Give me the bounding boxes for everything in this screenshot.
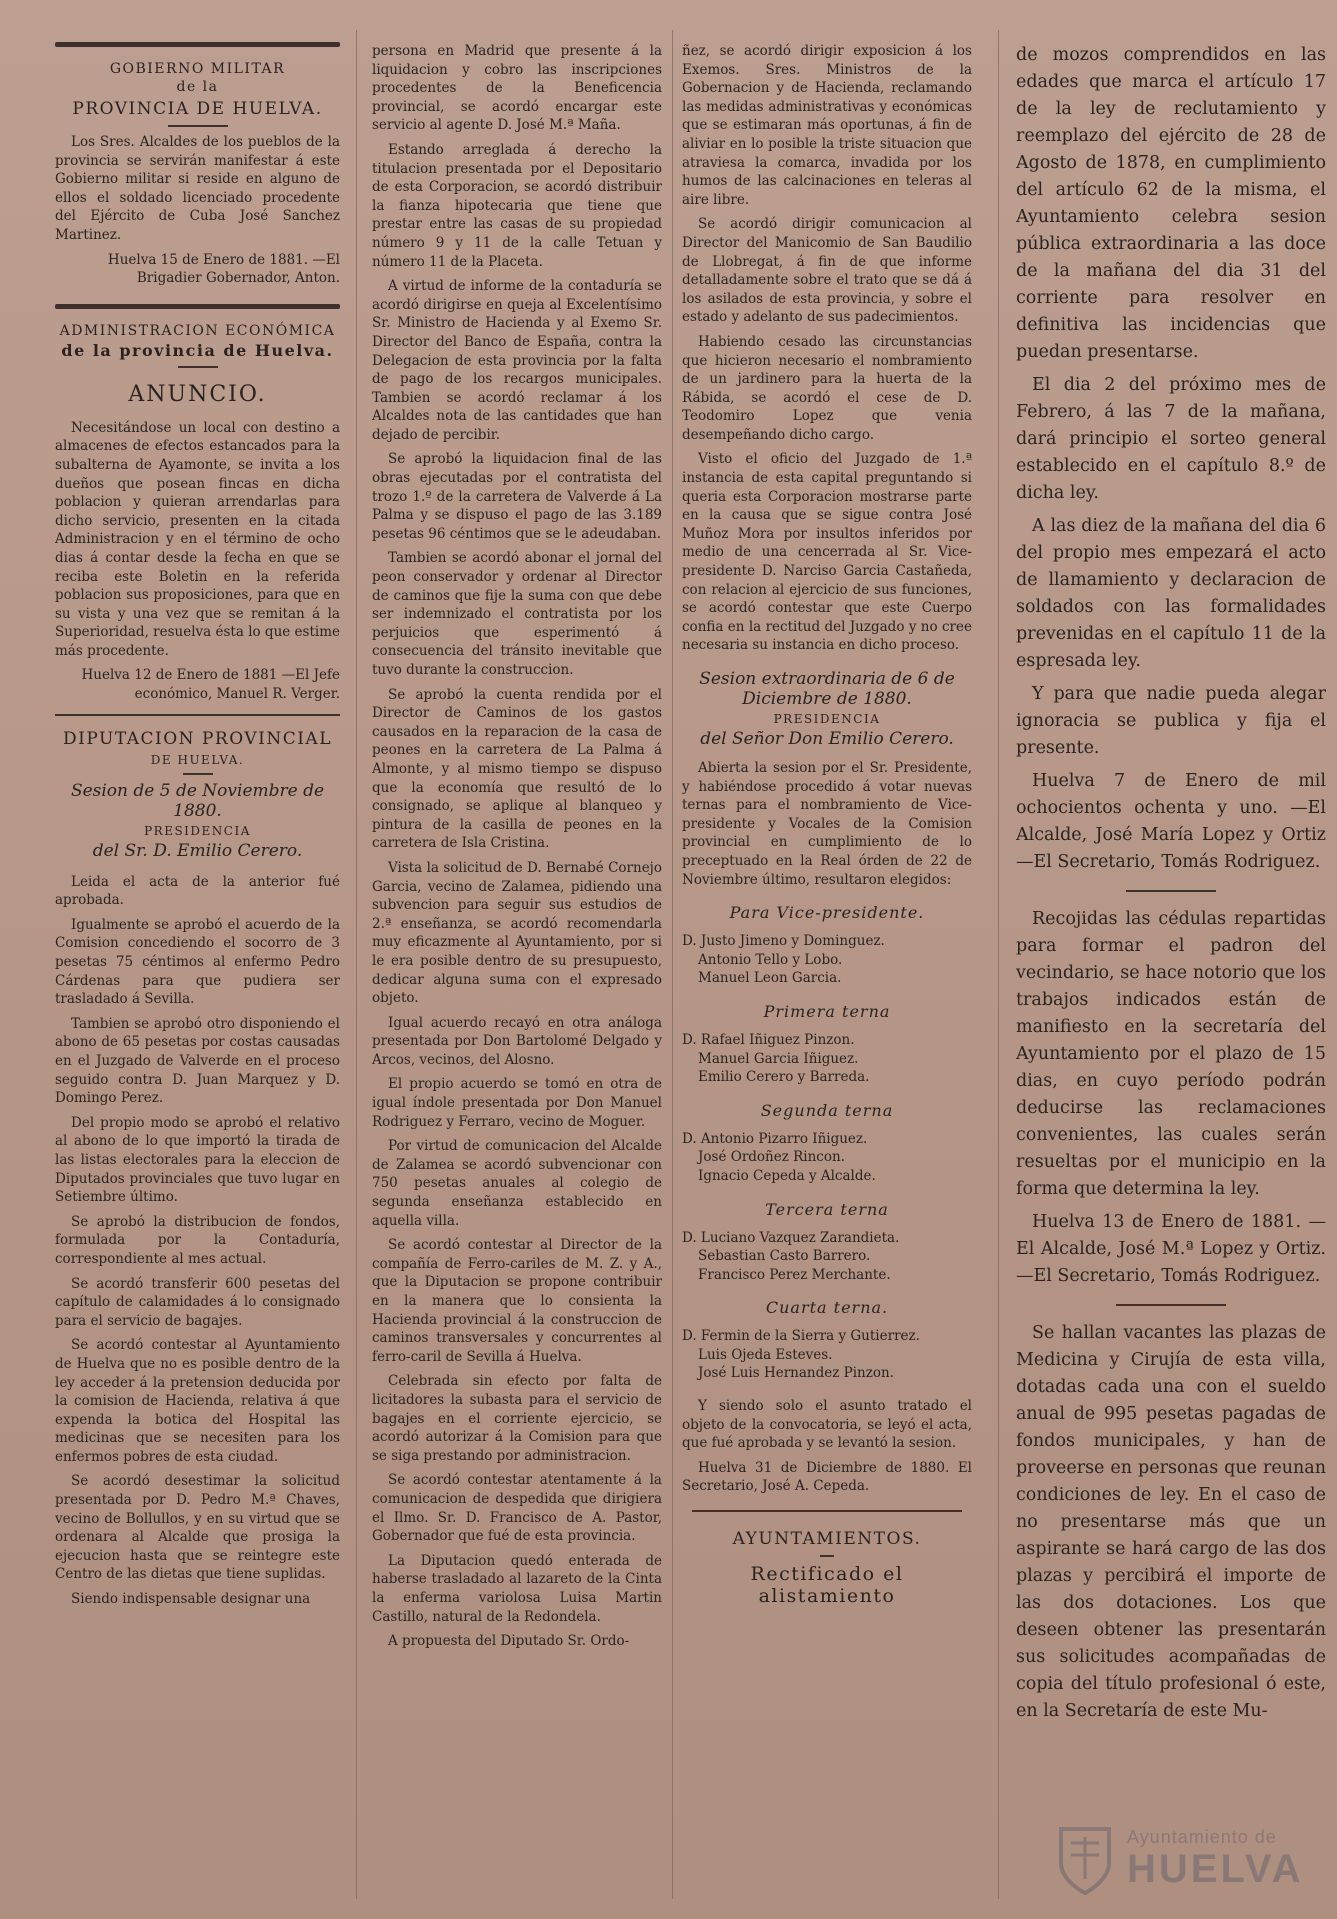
terna-name: Sebastian Casto Barrero. [698, 1248, 871, 1265]
heading-sesion-extraordinaria: Sesion extraordinaria de 6 de Diciembre de 1880. [699, 669, 955, 709]
acta-paragraph: Se acordó contestar atentamente á la comunicacion de despedida que dirigiera el Ilmo. Sr. D. Francisco de A. Pastor, Gobernador que fué de esta provincia. [372, 1472, 662, 1545]
heading-gobierno: GOBIERNO MILITAR [109, 61, 286, 77]
gobierno-signature: Huelva 15 de Enero de 1881. —El Brigadier Gobernador, Anton. [107, 251, 340, 287]
gobierno-text: Los Sres. Alcaldes de los pueblos de la provincia se servirán manifestar á este Gobierno militar si reside en alguno de ellos el soldado licenciado procedente del Ejército de Cuba José Sanchez Martinez. [55, 134, 340, 243]
terna-name: José Luis Hernandez Pinzon. [698, 1365, 894, 1382]
acta-paragraph: Igualmente se aprobó el acuerdo de la Comision concediendo el socorro de 3 pesetas 75 céntimos al enfermo Pedro Cárdenas para que pudiera ser trasladado á Sevilla. [55, 916, 340, 1008]
column-1 [55, 42, 340, 1909]
short-rule [1126, 890, 1216, 892]
notice-paragraph: Se hallan vacantes las plazas de Medicina y Cirujía de esta villa, dotadas cada una con el sueldo anual de 995 pesetas pagadas de fondos municipales, y han de proveerse en personas que reunan condiciones de ley. En el caso de no presentarse más que un aspirante se hará cargo de las dos plazas y percibirá el importe de las dos dotaciones. Los que deseen obtener las presentarán sus solicitudes acompañadas de copia del título profesional ó este, en la Secretaría de este Mu- [1016, 1323, 1326, 1721]
acta-paragraph: Leida el acta de la anterior fué aprobada. [55, 873, 340, 909]
acta-paragraph: Del propio modo se aprobó el relativo al abono de lo que importó la tirada de las listas electorales para la eleccion de Diputados provinciales que tuvo lugar en Setiembre último. [55, 1114, 340, 1206]
column-2 [372, 42, 662, 1909]
short-rule [1116, 1304, 1226, 1306]
heading-administracion: ADMINISTRACION ECONÓMICA [59, 322, 336, 339]
acta-paragraph: Se acordó dirigir comunicacion al Director del Manicomio de San Baudilio de Llobregat, á fin de que informe detalladamente sobre el trato que se dá á los asilados de esta provincia, y sobre el estado y adelanto de sus padecimientos. [682, 216, 972, 326]
section-rule [55, 42, 340, 47]
acta-paragraph: Se acordó contestar al Ayuntamiento de Huelva que no es posible dentro de la ley acceder á la pretension deducida por la comision de Hacienda, relativa á que expenda la botica del Hospital las medicinas que se necesiten para los enfermos pobres de esta ciudad. [55, 1337, 340, 1465]
terna-heading: Primera terna [763, 1001, 891, 1021]
acta-paragraph: Igual acuerdo recayó en otra análoga presentada por Don Bartolomé Delgado y Arcos, vecinos, del Alosno. [372, 1014, 662, 1068]
section-rule [692, 1510, 962, 1515]
extra-closing: Y siendo solo el asunto tratado el objeto de la convocatoria, se leyó el acta, que fué aprobada y se levantó la sesion. [682, 1398, 972, 1452]
column-divider [998, 30, 999, 1899]
terna-heading: Cuarta terna. [765, 1298, 889, 1318]
column-3 [682, 42, 972, 1909]
column-4 [1016, 42, 1326, 1909]
heading-ayuntamientos: AYUNTAMIENTOS. [732, 1529, 922, 1550]
heading-de-la: de la [176, 79, 219, 95]
section-rule [55, 714, 340, 719]
section-rule [55, 304, 340, 309]
terna-name: D. Luciano Vazquez Zarandieta. [682, 1229, 900, 1246]
short-rule [168, 125, 228, 127]
acta-paragraph: Se acordó transferir 600 pesetas del capítulo de calamidades á lo consignado para el servicio de bagajes. [55, 1275, 340, 1329]
heading-presidencia: PRESIDENCIA [144, 823, 251, 838]
acta-paragraph: Visto el oficio del Juzgado de 1.ª instancia de esta capital preguntando si queria esta Corporacion mostrarse parte en la causa que se sigue contra José Muñoz Mora por insultos inferidos por medio de una cencerrada al Sr. Vice-presidente D. Narciso Garcia Castañeda, con relacion al ejercicio de sus funciones, se acordó contestar que este Cuerpo confia en la rectitud del Juzgado y no cree necesaria su instancia en dicho proceso. [682, 451, 972, 654]
acta-paragraph: Siendo indispensable designar una [71, 1591, 311, 1608]
acta-paragraph: Por virtud de comunicacion del Alcalde de Zalamea se acordó subvencionar con 750 pesetas anuales al colegio de segunda enseñanza establecido en aquella villa. [372, 1138, 662, 1229]
column-divider [672, 30, 673, 1899]
notice-paragraph: A las diez de la mañana del dia 6 del propio mes empezará el acto de llamamiento y declaracion de soldados con las formalidades prevenidas en el capítulo 11 de la espresada ley. [1016, 516, 1326, 671]
terna-name: José Ordoñez Rincon. [698, 1149, 845, 1166]
acta-paragraph: Se acordó contestar al Director de la compañía de Ferro-cariles de M. Z. y A., que la Diputacion se propone contribuir en la manera que lo consienta la Hacienda provincial á la construccion de caminos transversales y concurrentes al ferro-caril de Sevilla á Huelva. [372, 1237, 662, 1365]
short-rule [178, 366, 218, 368]
terna-name: Francisco Perez Merchante. [698, 1266, 891, 1283]
terna-name: Manuel Leon Garcia. [698, 970, 842, 987]
crest-icon [1057, 1823, 1113, 1895]
heading-presidente: del Señor Don Emilio Cerero. [700, 729, 954, 749]
notice-paragraph: Recojidas las cédulas repartidas para formar el padron del vecindario, se hace notorio que los trabajos indicados están de manifiesto en la secretaría del Ayuntamiento por el plazo de 15 dias, en cuyo período podrán deducirse las reclamaciones convenientes, las cuales serán resueltas por el municipio en la forma que determina la ley. [1016, 909, 1326, 1199]
terna-name: Emilio Cerero y Barreda. [698, 1069, 870, 1086]
acta-paragraph: Tambien se acordó abonar el jornal del peon conservador y ordenar al Director de caminos que fije la suma con que debe ser indemnizado el contratista por los perjuicios que esperimentó á consecuencia del tránsito inevitable que tuvo durante la construccion. [372, 550, 662, 678]
terna-name: D. Antonio Pizarro Iñiguez. [682, 1130, 868, 1147]
anuncio-text: Necesitándose un local con destino a almacenes de efectos estancados para la subalterna de Ayamonte, se invita a los dueños que posean fincas en dicha poblacion y quieran arrendarlas para dicho servicio, presenten en la citada Administracion y en el término de ocho dias á contar desde la fecha en que se reciba este Boletin en la referida poblacion sus proposiciones, para que en su vista y una vez que se remitan á la Superioridad, resuelva ésta lo que estime más procedente. [55, 419, 340, 659]
heading-provincia-huelva: de la provincia de Huelva. [61, 340, 334, 360]
ayuntamientos-lead: Rectificado el alistamiento [750, 1563, 904, 1608]
watermark-line-1: Ayuntamiento de [1127, 1827, 1277, 1847]
short-rule [820, 1555, 834, 1557]
notice-signature: Huelva 13 de Enero de 1881. —El Alcalde, José M.ª Lopez y Ortiz. —El Secretario, Tomás Rodriguez. [1016, 1212, 1326, 1286]
acta-paragraph: ñez, se acordó dirigir exposicion á los Exemos. Sres. Ministros de la Gobernacion y de Hacienda, reclamando las medidas administrativas y económicas que se estimaran más oportunas, á fin de aliviar en lo posible la triste situacion que atraviesa la comarca, invadida por los humos de las calcinaciones en teleras al aire libre. [682, 43, 972, 208]
acta-paragraph: Se aprobó la liquidacion final de las obras ejecutadas por el contratista del trozo 1.º de la carretera de Valverde á La Palma y se dispuso el pago de las 3.189 pesetas 96 céntimos que se le adeudaban. [372, 451, 662, 542]
acta-paragraph: A virtud de informe de la contaduría se acordó dirigirse en queja al Excelentísimo Sr. Ministro de Hacienda y al Exemo Sr. Director del Banco de España, contra la Delegacion de esta provincia por la falta de pago de los recargos municipales. Tambien se acordó reclamar á los Alcaldes nota de las cantidades que han dejado de percibir. [372, 278, 662, 443]
notice-paragraph: Y para que nadie pueda alegar ignoracia se publica y fija el presente. [1016, 684, 1326, 758]
terna-name: D. Justo Jimeno y Dominguez. [682, 933, 885, 950]
heading-provincia: PROVINCIA DE HUELVA. [72, 99, 323, 119]
notice-paragraph: de mozos comprendidos en las edades que marca el artículo 17 de la ley de reclutamiento y reemplazo del ejército de 28 de Agosto de 1878, en cumplimiento del artículo 62 de la misma, el Ayuntamiento celebra sesion pública extraordinaria a las doce de la mañana del dia 31 del corriente para resolver en definitiva las incidencias que puedan presentarse. [1016, 45, 1326, 362]
terna-name: Ignacio Cepeda y Alcalde. [698, 1167, 876, 1184]
heading-anuncio: ANUNCIO. [128, 381, 267, 407]
acta-paragraph: El propio acuerdo se tomó en otra de igual índole presentada por Don Manuel Rodriguez y Ferraro, vecino de Moguer. [372, 1076, 662, 1130]
heading-diputacion: DIPUTACION PROVINCIAL [63, 728, 332, 749]
heading-presidente: del Sr. D. Emilio Cerero. [92, 840, 303, 861]
acta-paragraph: Tambien se aprobó otro disponiendo el abono de 65 pesetas por costas causadas en el Juzgado de Valverde en el proceso seguido contra D. Juan Marquez y D. Domingo Perez. [55, 1015, 340, 1107]
short-rule [183, 773, 213, 775]
extra-text: Abierta la sesion por el Sr. Presidente, y habiéndose procedido á votar nuevas ternas para el nombramiento de Vice-presidente y Vocales de la Comision provincial en cumplimiento de lo preceptuado en la Real órden de 22 de Noviembre último, resultaron elegidos: [682, 760, 972, 888]
terna-heading: Segunda terna [760, 1100, 894, 1120]
terna-name: Luis Ojeda Esteves. [698, 1346, 833, 1363]
acta-paragraph: Habiendo cesado las circunstancias que hicieron necesario el nombramiento de un jardinero para la huerta de la Rábida, se acordó el cese de D. Teodomiro Lopez que venia desempeñando dicho cargo. [682, 333, 972, 443]
acta-paragraph: Estando arreglada á derecho la titulacion presentada por el Depositario de esta Corporacion, se acordó distribuir la fianza hipotecaria que tiene que prestar entre las casas de su propiedad número 9 y 11 de la calle Tetuan y número 11 de la Placeta. [372, 141, 662, 270]
acta-paragraph: Se aprobó la cuenta rendida por el Director de Caminos de los gastos causados en la reparacion de la casa de peones en la carretera de La Palma á Almonte, y al mismo tiempo se dispuso que la economía que resultó de lo consignado, se aplique al blanqueo y pintura de la casilla de peones en la carretera de Isla Cristina. [372, 686, 662, 852]
acta-paragraph: Se acordó desestimar la solicitud presentada por D. Pedro M.ª Chaves, vecino de Bollullos, y en su virtud que se ordenara al Alcalde que prosiga la ejecucion hasta que se reintegre este Centro de las dietas que tiene suplidas. [55, 1473, 340, 1583]
acta-paragraph: persona en Madrid que presente á la liquidacion y cobro las inscripciones procedentes de la Beneficencia provincial, se acordó encargar este servicio al agente D. José M.ª Maña. [372, 43, 662, 134]
watermark-line-2: HUELVA [1127, 1847, 1304, 1891]
column-divider [356, 30, 357, 1899]
terna-heading: Tercera terna [765, 1199, 889, 1219]
heading-sesion: Sesion de 5 de Noviembre de 1880. [70, 780, 325, 821]
extra-signature: Huelva 31 de Diciembre de 1880. El Secretario, José A. Cepeda. [682, 1459, 972, 1495]
acta-paragraph: Vista la solicitud de D. Bernabé Cornejo Garcia, vecino de Zalamea, pidiendo una subvencion para seguir sus estudios de 2.ª enseñanza, se acordó recomendarla muy eficazmente al Ayuntamiento, por si le era posible dentro de su presupuesto, dedicar alguna suma con el expresado objeto. [372, 859, 662, 1007]
acta-paragraph: La Diputacion quedó enterada de haberse trasladado al lazareto de la Cinta la enferma variolosa Luisa Martin Castillo, natural de la Redondela. [372, 1552, 662, 1625]
heading-presidencia: PRESIDENCIA [773, 712, 881, 726]
watermark [1057, 1819, 1304, 1899]
terna-name: D. Rafael Iñiguez Pinzon. [682, 1031, 855, 1048]
acta-paragraph: A propuesta del Diputado Sr. Ordo- [388, 1633, 630, 1650]
anuncio-signature: Huelva 12 de Enero de 1881 —El Jefe económico, Manuel R. Verger. [81, 667, 340, 703]
acta-paragraph: Se aprobó la distribucion de fondos, formulada por la Contaduría, correspondiente al mes actual. [55, 1213, 340, 1267]
notice-signature: Huelva 7 de Enero de mil ochocientos ochenta y uno. —El Alcalde, José María Lopez y Ortiz —El Secretario, Tomás Rodriguez. [1016, 771, 1326, 872]
terna-heading: Para Vice-presidente. [729, 903, 925, 923]
notice-paragraph: El dia 2 del próximo mes de Febrero, á las 7 de la mañana, dará principio el sorteo general establecido en el capítulo 8.º de dicha ley. [1016, 375, 1326, 503]
terna-name: D. Fermin de la Sierra y Gutierrez. [682, 1328, 920, 1345]
terna-name: Antonio Tello y Lobo. [698, 951, 843, 968]
terna-name: Manuel Garcia Iñiguez. [698, 1050, 859, 1067]
heading-de-huelva: DE HUELVA. [150, 752, 245, 767]
acta-paragraph: Celebrada sin efecto por falta de licitadores la subasta para el servicio de bagajes en el corriente ejercicio, se acordó autorizar á la Comision para que se siga prestando por administracion. [372, 1373, 662, 1464]
